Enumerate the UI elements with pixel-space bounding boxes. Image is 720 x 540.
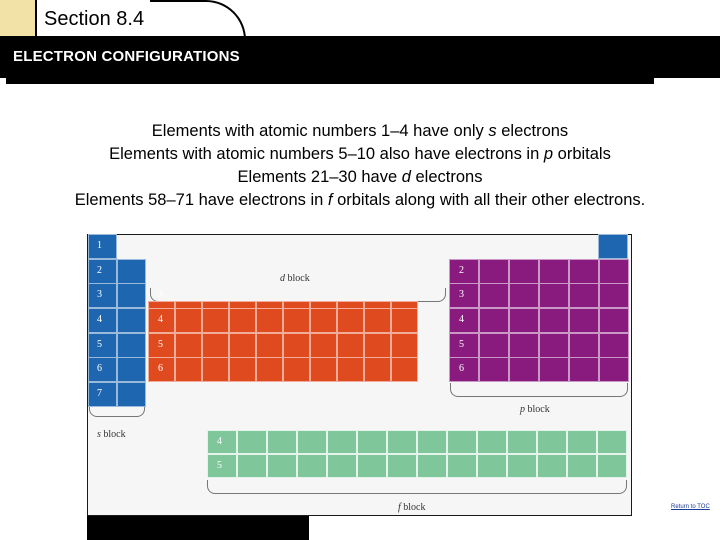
p-block-cell	[479, 283, 509, 308]
f-block-cell	[267, 454, 297, 478]
p-block-cell	[449, 259, 479, 284]
d-block-brace	[150, 288, 446, 302]
d-block-label: d block	[280, 273, 310, 284]
p-block-cell	[479, 259, 509, 284]
f-period-number: 5	[217, 460, 222, 471]
f-block-label: f block	[398, 502, 426, 513]
f-block-cell	[507, 430, 537, 454]
s-block-cell-helium	[598, 234, 628, 259]
p-block-label: p block	[520, 404, 550, 415]
f-block-cell	[357, 454, 387, 478]
d-block-cell	[364, 357, 391, 382]
d-block-cell	[229, 357, 256, 382]
d-block-cell	[337, 308, 364, 333]
d-period-number: 3	[158, 289, 163, 300]
s-block-cell	[117, 333, 146, 358]
d-block-cell	[202, 333, 229, 358]
p-block-cell	[569, 333, 599, 358]
d-block-cell	[337, 333, 364, 358]
p-block-cell	[539, 357, 569, 382]
return-to-toc-link[interactable]: Return to TOC	[671, 504, 710, 510]
d-block-cell	[310, 357, 337, 382]
p-block-cell	[539, 333, 569, 358]
s-block-cell	[117, 382, 146, 407]
p-block-cell	[479, 357, 509, 382]
f-block-cell	[297, 430, 327, 454]
d-block-cell	[391, 357, 418, 382]
f-block-cell	[537, 430, 567, 454]
f-block-cell	[447, 454, 477, 478]
p-period-number: 6	[459, 363, 464, 374]
p-block-cell	[509, 308, 539, 333]
p-period-number: 5	[459, 339, 464, 350]
d-block-cell	[391, 333, 418, 358]
d-block-cell	[310, 333, 337, 358]
f-block-cell	[477, 454, 507, 478]
f-block-cell	[327, 430, 357, 454]
d-block-cell	[256, 333, 283, 358]
p-block-cell	[509, 283, 539, 308]
d-block-cell	[256, 308, 283, 333]
d-block-cell	[229, 308, 256, 333]
s-period-number: 5	[97, 339, 102, 350]
s-block-cell	[88, 283, 117, 308]
s-period-number: 3	[97, 289, 102, 300]
p-block-cell	[509, 259, 539, 284]
line-1: Elements with atomic numbers 1–4 have only s electrons	[151, 122, 569, 140]
s-block-cell	[117, 283, 146, 308]
p-block-cell	[599, 259, 629, 284]
f-block-cell	[447, 430, 477, 454]
d-block-cell	[283, 357, 310, 382]
f-block-cell	[567, 454, 597, 478]
p-period-number: 2	[459, 265, 464, 276]
f-block-cell	[387, 430, 417, 454]
p-block-brace	[450, 383, 628, 397]
s-block-cell	[88, 308, 117, 333]
p-block-cell	[449, 308, 479, 333]
s-block-cell	[117, 357, 146, 382]
title-bar-underline	[6, 78, 654, 84]
p-block-cell	[599, 357, 629, 382]
section-label: Section 8.4	[44, 8, 145, 30]
p-block-cell	[599, 333, 629, 358]
f-period-number: 4	[217, 436, 222, 447]
p-block-cell	[479, 308, 509, 333]
d-block-cell	[283, 333, 310, 358]
s-block-cell	[88, 259, 117, 284]
f-block-cell	[237, 430, 267, 454]
section-tab-divider	[35, 0, 37, 36]
s-period-number: 1	[97, 240, 102, 251]
d-block-cell	[202, 308, 229, 333]
s-block-cell	[88, 333, 117, 358]
d-block-cell	[364, 308, 391, 333]
f-block-cell	[387, 454, 417, 478]
p-block-cell	[569, 259, 599, 284]
s-block-brace	[89, 405, 145, 417]
p-block-cell	[449, 357, 479, 382]
d-block-cell	[391, 308, 418, 333]
p-block-cell	[569, 357, 599, 382]
p-period-number: 3	[459, 289, 464, 300]
d-period-number: 5	[158, 339, 163, 350]
d-block-cell	[283, 308, 310, 333]
f-block-cell	[297, 454, 327, 478]
p-block-cell	[569, 308, 599, 333]
p-block-cell	[599, 283, 629, 308]
footer-bar	[87, 516, 309, 540]
f-block-cell	[207, 430, 237, 454]
s-block-cell	[88, 357, 117, 382]
f-block-cell	[267, 430, 297, 454]
d-block-cell	[175, 333, 202, 358]
s-block-label: s block	[97, 429, 126, 440]
d-block-cell	[229, 333, 256, 358]
s-period-number: 7	[97, 388, 102, 399]
line-3: Elements 21–30 have d electrons	[237, 168, 483, 186]
s-block-cell	[88, 382, 117, 407]
f-block-cell	[567, 430, 597, 454]
p-block-cell	[449, 283, 479, 308]
p-period-number: 4	[459, 314, 464, 325]
f-block-cell	[417, 454, 447, 478]
bullet-lines	[0, 120, 720, 212]
d-block-cell	[256, 357, 283, 382]
p-block-cell	[479, 333, 509, 358]
slide-title: ELECTRON CONFIGURATIONS	[13, 48, 240, 65]
section-tab-accent	[0, 0, 35, 36]
s-block-cell	[117, 259, 146, 284]
f-block-cell	[207, 454, 237, 478]
p-block-cell	[599, 308, 629, 333]
d-block-cell	[175, 308, 202, 333]
f-block-cell	[357, 430, 387, 454]
p-block-cell	[539, 308, 569, 333]
f-block-cell	[477, 430, 507, 454]
f-block-cell	[417, 430, 447, 454]
p-block-cell	[509, 333, 539, 358]
d-block-cell	[364, 333, 391, 358]
d-block-cell	[310, 308, 337, 333]
p-block-cell	[449, 333, 479, 358]
f-block-cell	[537, 454, 567, 478]
s-period-number: 2	[97, 265, 102, 276]
f-block-cell	[327, 454, 357, 478]
d-period-number: 4	[158, 314, 163, 325]
d-period-number: 6	[158, 363, 163, 374]
f-block-cell	[597, 454, 627, 478]
s-period-number: 4	[97, 314, 102, 325]
line-4: Elements 58–71 have electrons in f orbitals along with all their other electrons.	[74, 191, 646, 209]
d-block-cell	[337, 357, 364, 382]
s-block-cell	[88, 234, 117, 259]
p-block-cell	[569, 283, 599, 308]
line-2: Elements with atomic numbers 5–10 also have electrons in p orbitals	[109, 145, 611, 163]
p-block-cell	[539, 283, 569, 308]
p-block-cell	[509, 357, 539, 382]
f-block-brace	[207, 480, 627, 494]
f-block-cell	[507, 454, 537, 478]
d-block-cell	[202, 357, 229, 382]
p-block-cell	[539, 259, 569, 284]
f-block-cell	[237, 454, 267, 478]
f-block-cell	[597, 430, 627, 454]
d-block-cell	[175, 357, 202, 382]
s-block-cell	[117, 308, 146, 333]
s-period-number: 6	[97, 363, 102, 374]
